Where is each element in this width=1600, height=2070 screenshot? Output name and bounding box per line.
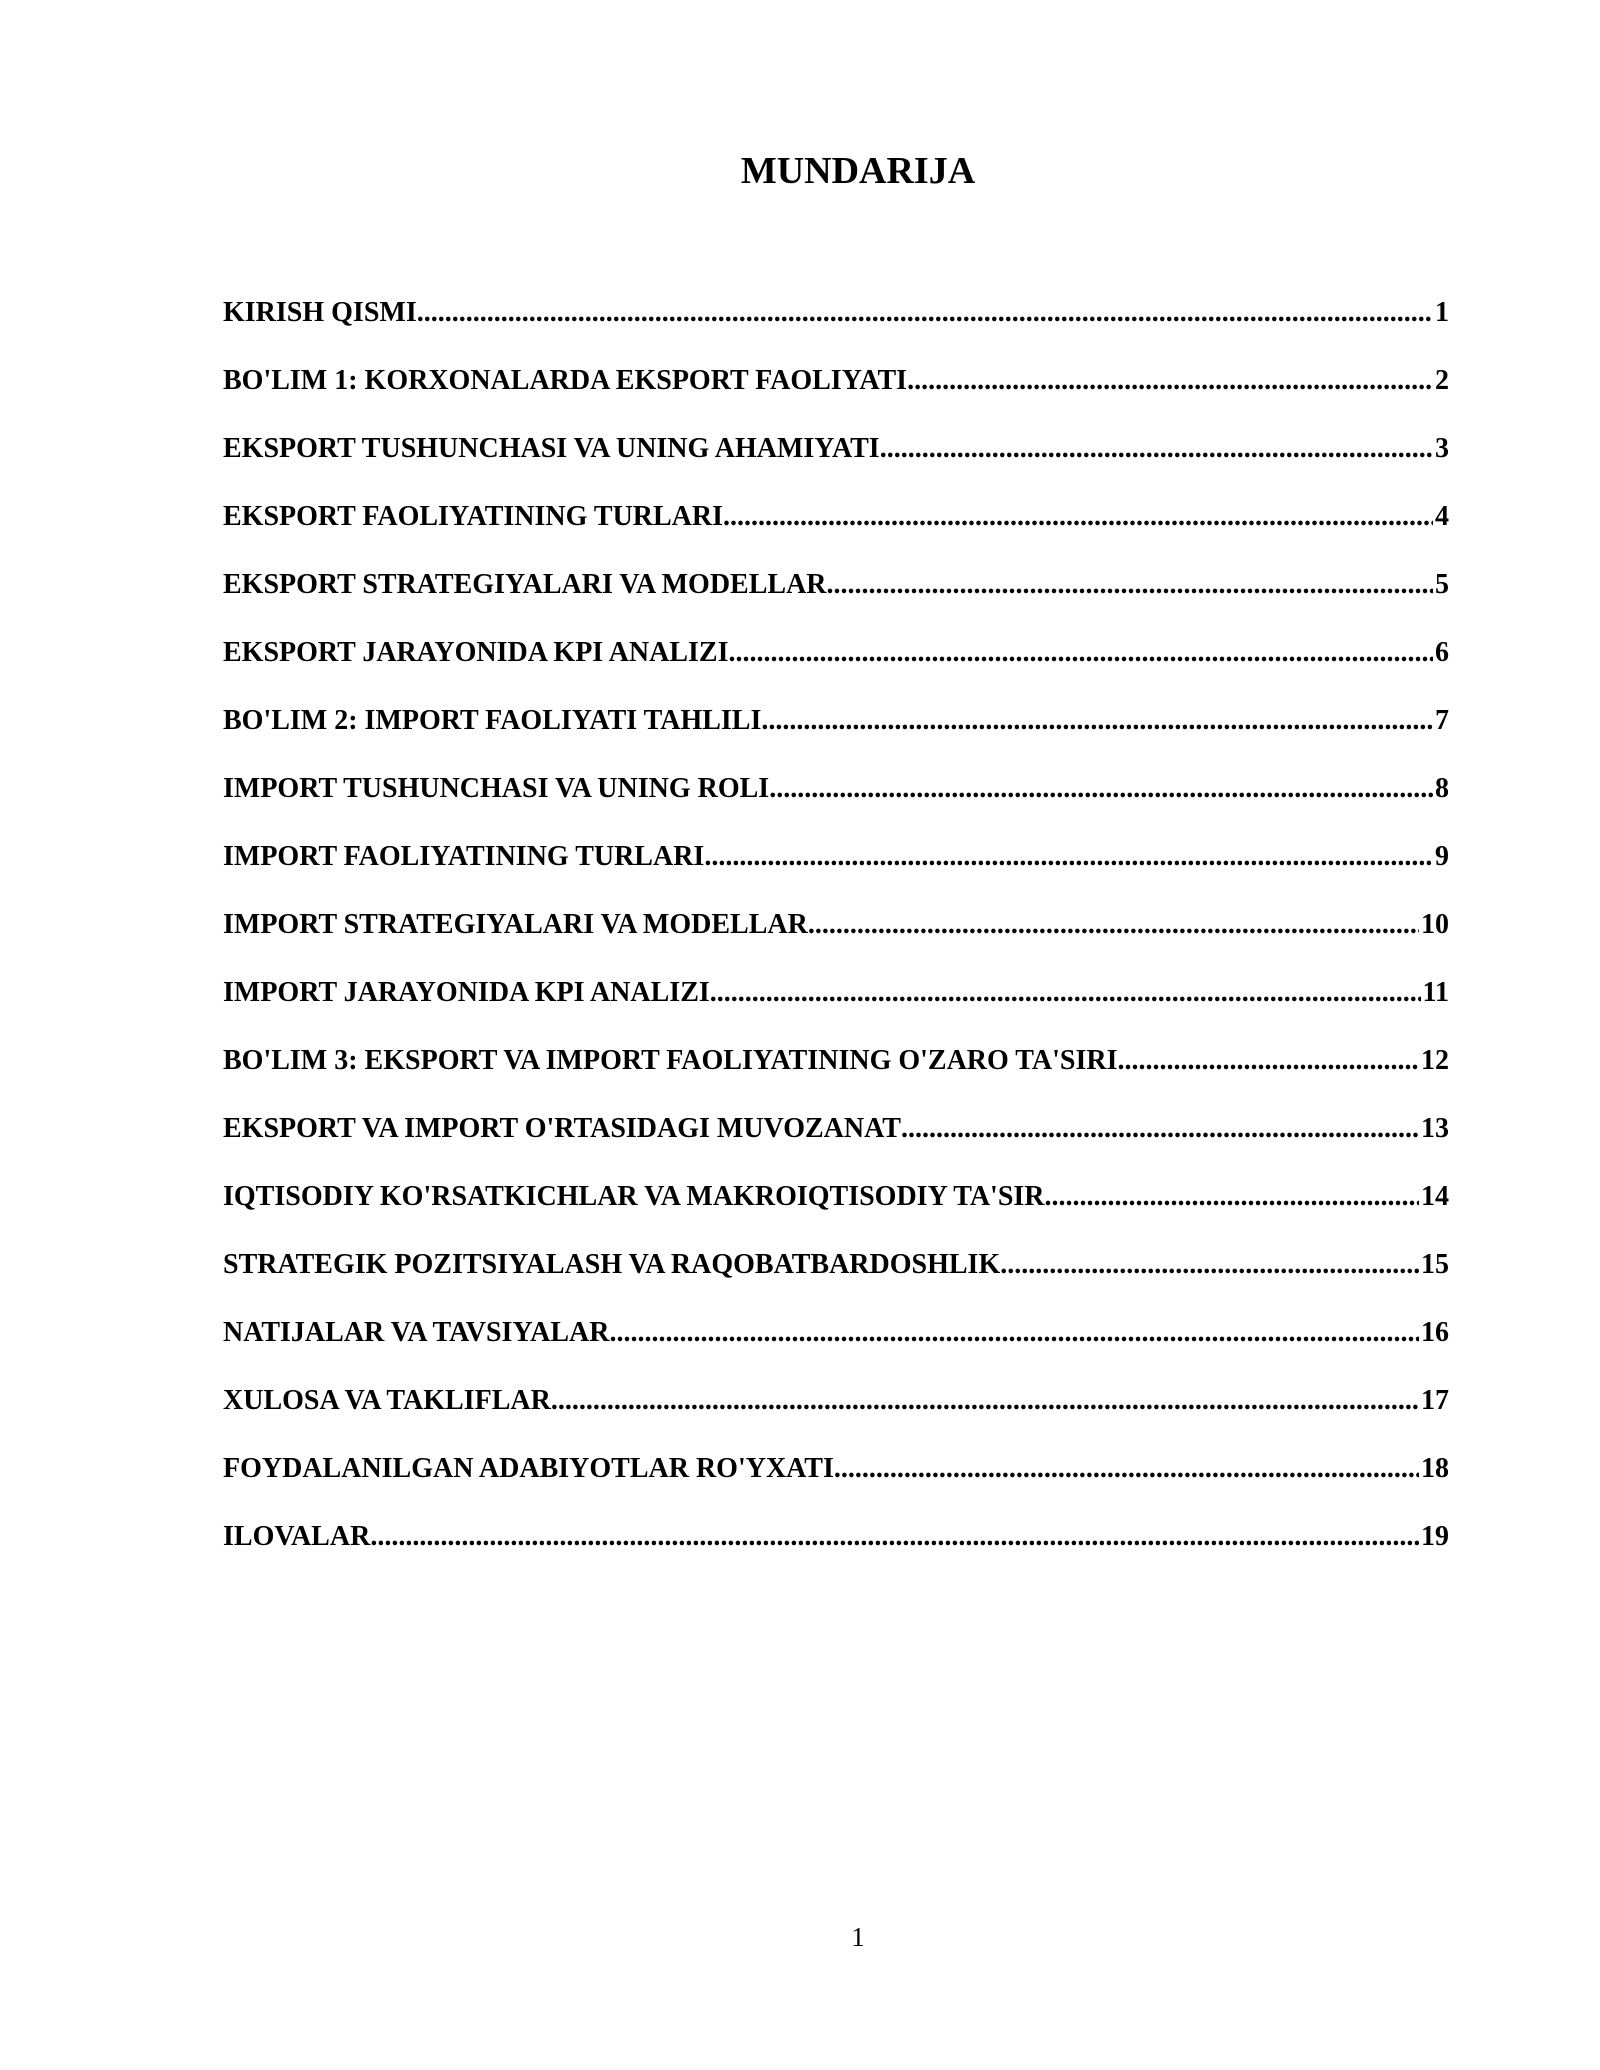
toc-entry[interactable]: [223, 766, 1449, 834]
toc-entry[interactable]: [223, 970, 1449, 1038]
toc-entry-title: BO'LIM 2: IMPORT FAOLIYATI TAHLILI: [223, 705, 762, 736]
toc-dot-leader: [1045, 1174, 1419, 1220]
toc-dot-leader: [1000, 1242, 1419, 1288]
toc-entry-page-number: 5: [1435, 569, 1449, 600]
toc-entry-title: EKSPORT STRATEGIYALARI VA MODELLAR: [223, 569, 827, 600]
toc-entry-page-number: 3: [1435, 433, 1449, 464]
toc-entry[interactable]: [223, 1446, 1449, 1514]
toc-entry-page-number: 2: [1435, 365, 1449, 396]
toc-entry[interactable]: [223, 494, 1449, 562]
toc-entry-title: XULOSA VA TAKLIFLAR: [223, 1385, 551, 1416]
toc-entry-page-number: 16: [1421, 1317, 1449, 1348]
toc-entry-page-number: 12: [1421, 1045, 1449, 1076]
toc-entry[interactable]: [223, 902, 1449, 970]
toc-entry-page-number: 6: [1435, 637, 1449, 668]
toc-entry-title: EKSPORT JARAYONIDA KPI ANALIZI: [223, 637, 729, 668]
toc-entry[interactable]: [223, 630, 1449, 698]
toc-dot-leader: [901, 1106, 1419, 1152]
toc-entry-page-number: 17: [1421, 1385, 1449, 1416]
toc-entry-page-number: 7: [1435, 705, 1449, 736]
toc-entry-title: BO'LIM 3: EKSPORT VA IMPORT FAOLIYATINING O'ZARO TA'SIRI: [223, 1045, 1118, 1076]
toc-entry[interactable]: [223, 290, 1449, 358]
toc-dot-leader: [710, 970, 1421, 1016]
toc-entry-page-number: 4: [1435, 501, 1449, 532]
toc-entry-page-number: 18: [1421, 1453, 1449, 1484]
toc-dot-leader: [704, 834, 1433, 880]
toc-dot-leader: [880, 426, 1433, 472]
toc-entry[interactable]: [223, 834, 1449, 902]
toc-entry-title: NATIJALAR VA TAVSIYALAR: [223, 1317, 610, 1348]
toc-entry-title: EKSPORT TUSHUNCHASI VA UNING AHAMIYATI: [223, 433, 880, 464]
toc-dot-leader: [1117, 1038, 1419, 1084]
toc-entry[interactable]: [223, 698, 1449, 766]
toc-entry-title: BO'LIM 1: KORXONALARDA EKSPORT FAOLIYATI: [223, 365, 908, 396]
toc-dot-leader: [769, 766, 1433, 812]
page-title: MUNDARIJA: [740, 150, 976, 192]
title-container: [0, 148, 1600, 198]
toc-entry[interactable]: [223, 1378, 1449, 1446]
toc-entry-page-number: 1: [1435, 297, 1449, 328]
toc-dot-leader: [907, 358, 1433, 404]
toc-entry-title: KIRISH QISMI: [223, 297, 417, 328]
toc-entry-page-number: 14: [1421, 1181, 1449, 1212]
toc-entry[interactable]: [223, 1106, 1449, 1174]
toc-dot-leader: [417, 290, 1433, 336]
toc-entry[interactable]: [223, 426, 1449, 494]
toc-dot-leader: [808, 902, 1419, 948]
toc-dot-leader: [728, 630, 1433, 676]
table-of-contents: [223, 290, 1449, 1582]
toc-entry[interactable]: [223, 1514, 1449, 1582]
toc-entry-title: FOYDALANILGAN ADABIYOTLAR RO'YXATI: [223, 1453, 834, 1484]
toc-entry[interactable]: [223, 1242, 1449, 1310]
toc-entry[interactable]: [223, 358, 1449, 426]
toc-entry-page-number: 19: [1421, 1521, 1449, 1552]
toc-dot-leader: [827, 562, 1433, 608]
toc-entry-page-number: 8: [1435, 773, 1449, 804]
toc-entry-title: IQTISODIY KO'RSATKICHLAR VA MAKROIQTISODIY TA'SIR: [223, 1181, 1045, 1212]
toc-entry-page-number: 11: [1422, 977, 1449, 1008]
toc-entry-title: IMPORT TUSHUNCHASI VA UNING ROLI: [223, 773, 770, 804]
toc-dot-leader: [723, 494, 1433, 540]
toc-entry-title: EKSPORT FAOLIYATINING TURLARI: [223, 501, 724, 532]
toc-entry-title: IMPORT FAOLIYATINING TURLARI: [223, 841, 705, 872]
toc-entry-page-number: 10: [1421, 909, 1449, 940]
toc-entry-title: IMPORT JARAYONIDA KPI ANALIZI: [223, 977, 710, 1008]
toc-entry[interactable]: [223, 1174, 1449, 1242]
toc-dot-leader: [370, 1514, 1419, 1560]
toc-entry-page-number: 15: [1421, 1249, 1449, 1280]
page-number: 1: [851, 1922, 865, 1952]
toc-dot-leader: [551, 1378, 1419, 1424]
toc-entry[interactable]: [223, 1310, 1449, 1378]
toc-entry-page-number: 9: [1435, 841, 1449, 872]
toc-entry[interactable]: [223, 562, 1449, 630]
toc-entry-title: EKSPORT VA IMPORT O'RTASIDAGI MUVOZANAT: [223, 1113, 901, 1144]
toc-entry-title: IMPORT STRATEGIYALARI VA MODELLAR: [223, 909, 808, 940]
toc-dot-leader: [609, 1310, 1419, 1356]
toc-dot-leader: [834, 1446, 1419, 1492]
toc-dot-leader: [761, 698, 1433, 744]
toc-entry-title: STRATEGIK POZITSIYALASH VA RAQOBATBARDOSHLIK: [223, 1249, 1001, 1280]
toc-entry[interactable]: [223, 1038, 1449, 1106]
toc-entry-page-number: 13: [1421, 1113, 1449, 1144]
toc-entry-title: ILOVALAR: [223, 1521, 371, 1552]
